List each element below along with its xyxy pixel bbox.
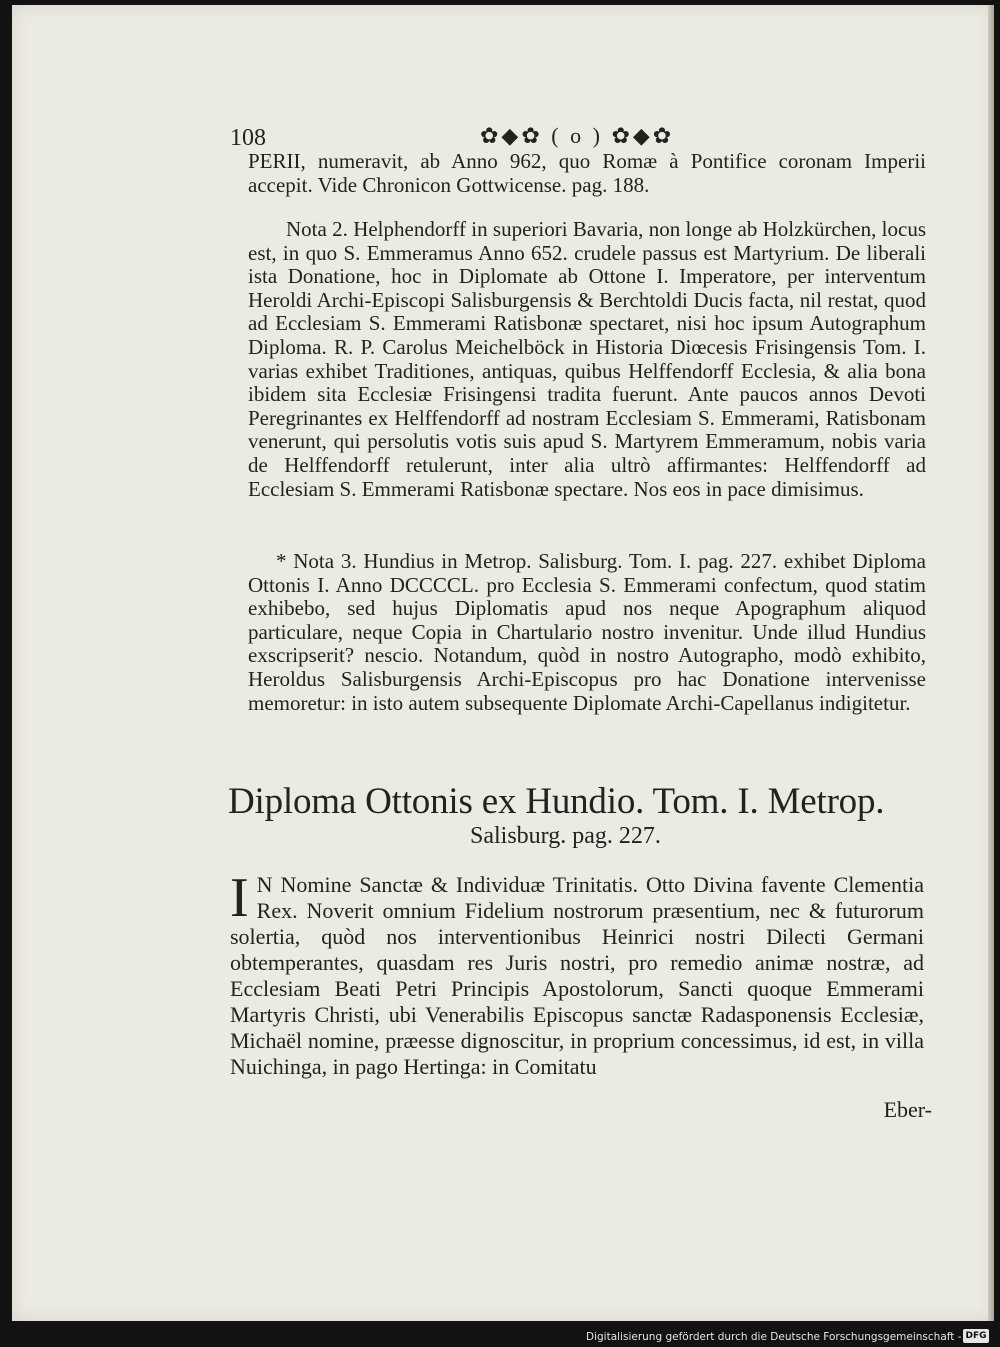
header-ornament: ✿◆✿ ( o ) ✿◆✿: [480, 123, 675, 148]
catchword: Eber-: [883, 1097, 932, 1122]
diploma-body: N Nomine Sanctæ & Individuæ Trinitatis. Otto Divina favente Clementia Rex. Noverit omnium Fidelium nostrorum præsentium, nec & futurorum solertia, quòd nos interventionibus Heinrici nostri Dilecti Germani obtemperantes, quasdam res Juris nostri, pro remedio animæ nostræ, ad Ecclesiam Beati Petri Principis Apostolorum, Sancti quoque Emmerami Martyris Christi, ubi Venerabilis Episcopus sanctæ Radasponensis Ecclesiæ, Michaël nomine, præesse dignoscitur, in proprium concessimus, id est, in villa Nuichinga, in pago Hertinga: in Comitatu: [230, 872, 924, 1079]
paragraph-nota-3: * Nota 3. Hundius in Metrop. Salisburg. Tom. I. pag. 227. exhibet Diploma Ottonis I. Anno DCCCCL. pro Ecclesia S. Emmerami confectum, quod statim exhibebo, sed hujus Diplomatis apud nos neque Apographum aliquod particulare, neque Copia in Chartulario nostro invenitur. Unde illud Hundius exscripserit? nescio. Notandum, quòd in nostro Autographo, modò exhibito, Heroldus Salisburgensis Archi-Episcopus pro hac Donatione intervenisse memoretur: in isto autem subsequente Diplomate Archi-Capellanus indigitetur.: [248, 549, 926, 715]
paragraph-continuation: PERII, numeravit, ab Anno 962, quo Romæ à Pontifice coronam Imperii accepit. Vide Chronicon Gottwicense. pag. 188.: [248, 149, 926, 197]
page-number: 108: [230, 125, 266, 151]
dfg-logo: DFG: [963, 1329, 989, 1343]
diploma-text: [230, 867, 924, 1080]
page-edge-shadow: [988, 5, 994, 1321]
section-title: Diploma Ottonis ex Hundio. Tom. I. Metrop.: [228, 781, 885, 822]
drop-cap: I: [230, 867, 249, 929]
paragraph-nota-2: Nota 2. Helphendorff in superiori Bavaria, non longe ab Holzkürchen, locus est, in quo S. Emmeramus Anno 652. crudele passus est Martyrium. De liberali ista Donatione, hoc in Diplomate ab Ottone I. Imperatore, per interventum Heroldi Archi-Episcopi Salisburgensis & Berchtoldi Ducis facta, nil restat, quod ad Ecclesiam S. Emmerami Ratisbonæ spectaret, nisi hoc ipsum Autographum Diploma. R. P. Carolus Meichelböck in Historia Diœcesis Frisingensis Tom. I. varias exhibet Traditiones, antiquas, quibus Helffendorff Ecclesia, & alia bona ibidem sita Ecclesiæ Frisingensi tradita fuerunt. Ante paucos annos Devoti Peregrinantes ex Helffendorff ad nostram Ecclesiam S. Emmerami, Ratisbonam venerunt, qui persolutis votis suis apud S. Martyrem Emmeramum, nobis varia de Helffendorff retulerunt, inter alia ultrò affirmantes: Helffendorff ad Ecclesiam S. Emmerami Ratisbonæ spectare. Nos eos in pace dimisimus.: [248, 217, 926, 501]
digitization-credit: Digitalisierung gefördert durch die Deutsche Forschungsgemeinschaft -: [586, 1331, 962, 1343]
section-subtitle: Salisburg. pag. 227.: [470, 823, 661, 849]
